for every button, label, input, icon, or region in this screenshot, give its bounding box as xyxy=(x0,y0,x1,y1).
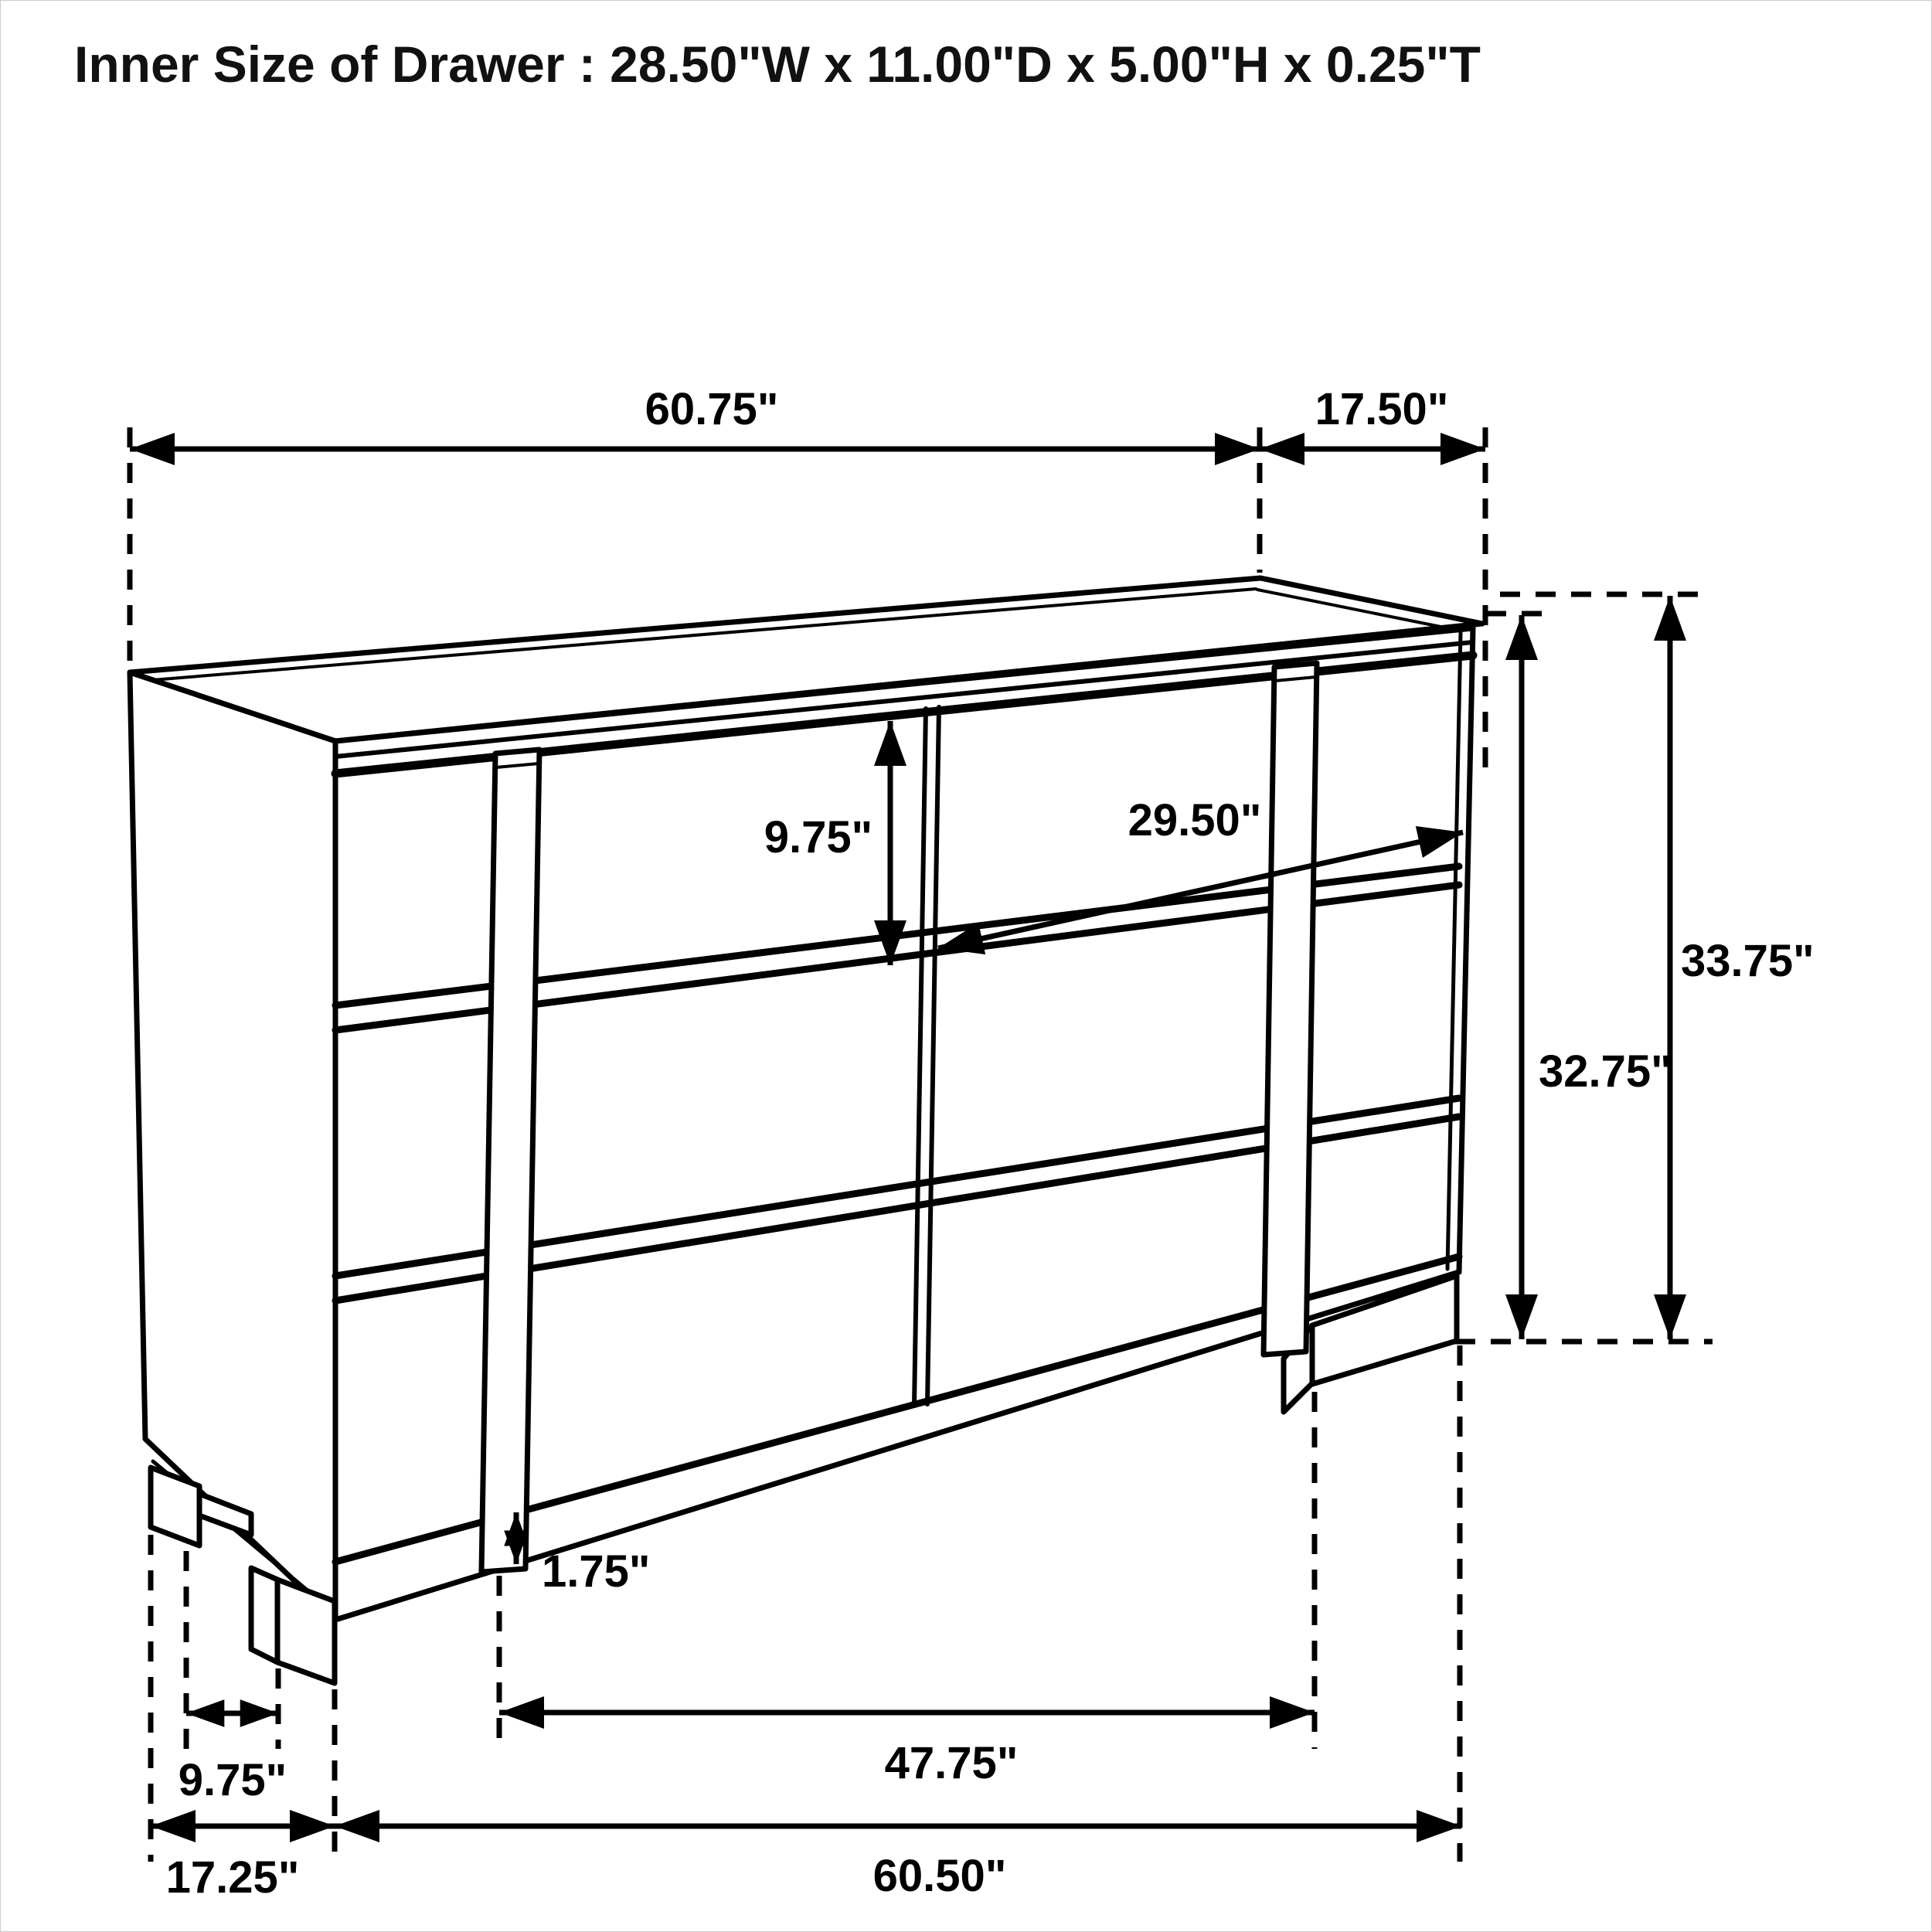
arrowhead xyxy=(186,1699,224,1727)
arrowhead xyxy=(499,1696,544,1729)
arrowhead xyxy=(1417,1810,1461,1842)
dim-leg-depth-label: 9.75" xyxy=(178,1755,287,1805)
arrowhead xyxy=(290,1810,335,1842)
dim-top-width-label: 60.75" xyxy=(645,384,779,434)
arrowhead xyxy=(1440,433,1485,465)
arrowhead xyxy=(1654,596,1686,641)
dim-base-height-label: 1.75" xyxy=(542,1546,651,1597)
right-trim-strip xyxy=(1264,663,1317,1355)
dim-drawer-height-label: 9.75" xyxy=(764,812,873,862)
arrowhead xyxy=(1505,615,1538,660)
dim-body-height-label: 32.75" xyxy=(1539,1046,1672,1097)
dim-floor-depth-label: 17.25" xyxy=(165,1852,300,1903)
arrowhead xyxy=(1270,1696,1315,1729)
dim-total-height-label: 33.75" xyxy=(1681,936,1815,986)
arrowhead xyxy=(1215,433,1260,465)
cabinet-drawing xyxy=(130,578,1482,1683)
dim-top-depth-label: 17.50" xyxy=(1315,384,1449,434)
front-left-leg-side xyxy=(251,1568,277,1662)
diagram-drawing xyxy=(1,1,1932,1932)
front-left-leg xyxy=(277,1580,335,1683)
arrowhead xyxy=(151,1810,196,1842)
dim-inner-width-label: 47.75" xyxy=(884,1738,1019,1788)
page-title: Inner Size of Drawer : 28.50"W x 11.00"D x 5.00"H x 0.25"T xyxy=(74,36,1481,93)
arrowhead xyxy=(240,1699,278,1727)
arrowhead xyxy=(1260,433,1304,465)
dim-floor-width-label: 60.50" xyxy=(872,1851,1007,1901)
arrowhead xyxy=(130,433,175,465)
arrowhead xyxy=(1505,1294,1538,1339)
dim-drawer-width-label: 29.50" xyxy=(1128,795,1262,845)
arrowhead xyxy=(1654,1294,1686,1339)
arrowhead xyxy=(335,1810,379,1842)
